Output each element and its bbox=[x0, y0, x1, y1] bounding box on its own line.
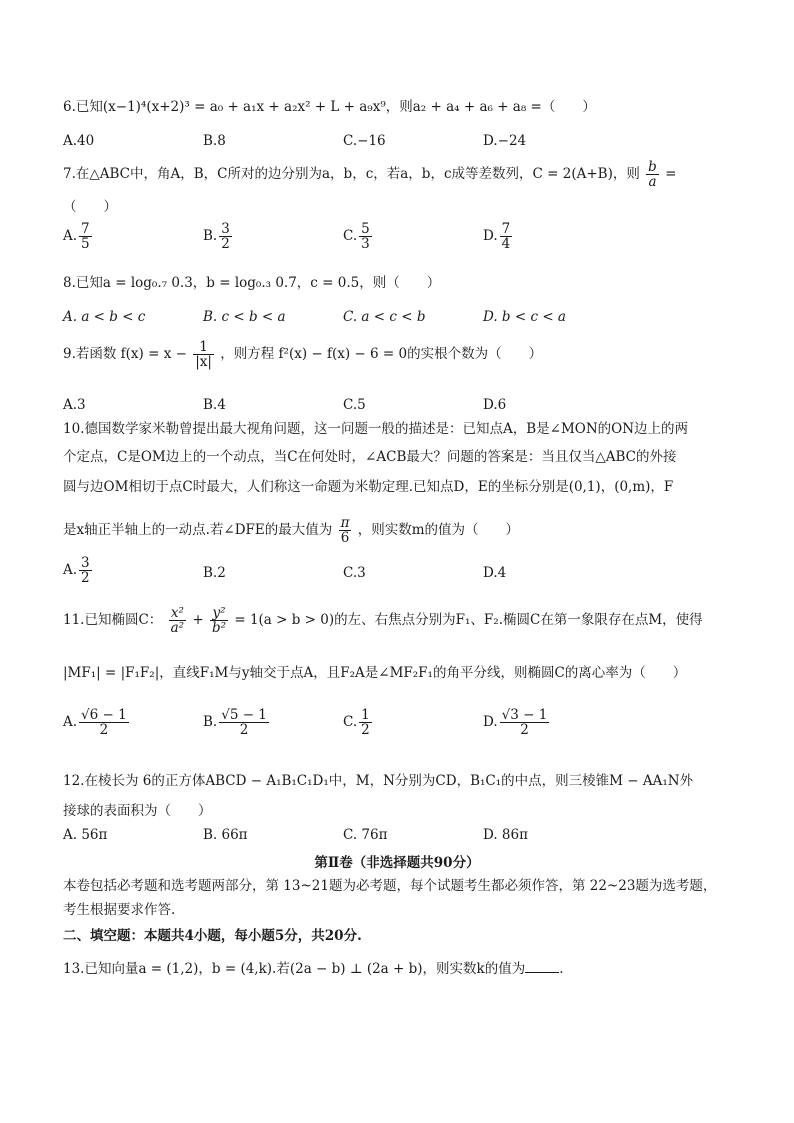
fraction-x2-over-a2: $\frac{\text{x²}}{\text{a²}}$ bbox=[170, 605, 185, 636]
question-8-stem: 8.已知a = log₀.₇ 0.3，b = log₀.₃ 0.7，c = 0.5，则（ ） bbox=[63, 275, 441, 291]
section-2-intro-line-2: 考生根据要求作答. bbox=[63, 902, 176, 918]
section-2-intro-line-1: 本卷包括必考题和选考题两部分，第 13~21题为必考题，每个试题考生都必须作答，第 22~23题为选考题， bbox=[63, 878, 717, 894]
question-10-line-2: 个定点，C是OM边上的一个动点，当C在何处时，∠ACB最大？问题的答案是：当且仅当△ABC的外接 bbox=[63, 449, 677, 465]
option-d: D. $\frac{√3 - 1}{2}$ bbox=[483, 707, 548, 738]
option-d: D. 86π bbox=[483, 827, 528, 843]
option-d: D.−24 bbox=[483, 133, 527, 149]
option-d: D.6 bbox=[483, 397, 507, 413]
question-11-text-a: 11.已知椭圆C： bbox=[63, 612, 163, 628]
option-a: A.40 bbox=[63, 133, 95, 149]
option-c: C. $\frac{5}{3}$ bbox=[343, 221, 370, 252]
equals-sign: = bbox=[665, 166, 677, 182]
question-10-line-1: 10.德国数学家米勒曾提出最大视角问题，这一问题一般的描述是：已知点A，B是∠MON的ON边上的两 bbox=[63, 421, 689, 437]
question-12-line-1: 12.在棱长为 6的正方体ABCD − A₁B₁C₁D₁中，M，N分别为CD，B₁C₁的中点，则三棱锥M − AA₁N外 bbox=[63, 773, 694, 789]
question-10-line-3: 圆与边OM相切于点C时最大，人们称这一命题为米勒定理.已知点D，E的坐标分别是(0,1)，(0,m)，F bbox=[63, 479, 674, 495]
fraction-one-over-abs-x: $\frac{1}{|x|}$ bbox=[195, 339, 212, 370]
option-c: C.−16 bbox=[343, 133, 386, 149]
option-b: B. $\frac{3}{2}$ bbox=[203, 221, 230, 252]
question-9-text-a: 9.若函数 f(x) = x − bbox=[63, 346, 187, 362]
option-c: C.5 bbox=[343, 397, 366, 413]
question-10-line-4 bbox=[63, 516, 519, 545]
question-10-text-a: 是x轴正半轴上的一动点.若∠DFE的最大值为 bbox=[63, 522, 333, 538]
question-7-stem bbox=[63, 160, 676, 189]
question-10-options bbox=[63, 556, 583, 596]
option-b: B.2 bbox=[203, 565, 226, 581]
answer-blank[interactable] bbox=[525, 960, 559, 973]
question-13-stem bbox=[63, 960, 564, 978]
fraction-b-over-a: $\frac{b}{a}$ bbox=[648, 159, 657, 190]
fill-in-section-title: 二、填空题：本题共4小题，每小题5分，共20分. bbox=[63, 928, 362, 944]
section-2-title: 第Ⅱ卷（非选择题共90分） bbox=[314, 855, 480, 871]
option-d: D. $\frac{7}{4}$ bbox=[483, 221, 511, 252]
option-a: A. a < b < c bbox=[63, 309, 146, 325]
option-c: C.3 bbox=[343, 565, 366, 581]
option-c: C. 76π bbox=[343, 827, 388, 843]
question-11-line-1 bbox=[63, 606, 703, 635]
option-a: A. $\frac{√6 - 1}{2}$ bbox=[63, 707, 127, 738]
question-11-line-2: |MF₁| = |F₁F₂|，直线F₁M与y轴交于点A，且F₂A是∠MF₂F₁的角平分线，则椭圆C的离心率为（ ） bbox=[63, 665, 687, 681]
option-b: B. 66π bbox=[203, 827, 248, 843]
question-7-text: 7.在△ABC中，角A，B，C所对的边分别为a，b，c，若a，b，c成等差数列，C = 2(A+B)，则 bbox=[63, 166, 640, 182]
option-b: B.4 bbox=[203, 397, 226, 413]
question-11-options bbox=[63, 708, 583, 748]
question-13-text: 13.已知向量a = (1,2)，b = (4,k).若(2a − b) ⊥ (2a + b)，则实数k的值为 bbox=[63, 961, 526, 977]
question-12-line-2: 接球的表面积为（ ） bbox=[63, 803, 212, 819]
option-d: D.4 bbox=[483, 565, 507, 581]
option-a: A. 56π bbox=[63, 827, 108, 843]
question-13-period: . bbox=[559, 961, 564, 977]
question-7-options bbox=[63, 222, 583, 262]
fraction-y2-over-b2: $\frac{\text{y²}}{\text{b²}}$ bbox=[211, 605, 227, 636]
question-9-stem bbox=[63, 340, 542, 369]
question-11-text-b: = 1(a > b > 0)的左、右焦点分别为F₁、F₂.椭圆C在第一象限存在点M，使得 bbox=[234, 612, 703, 628]
option-a: A. $\frac{7}{5}$ bbox=[63, 221, 90, 252]
option-a: A. $\frac{3}{2}$ bbox=[63, 555, 90, 586]
option-b: B. c < b < a bbox=[203, 309, 286, 325]
fraction-pi-over-6: $\frac{\pi}{6}$ bbox=[340, 515, 350, 546]
question-6-stem: 6.已知(x−1)⁴(x+2)³ = a₀ + a₁x + a₂x² + L + a₉x⁹，则a₂ + a₄ + a₆ + a₈ =（ ） bbox=[63, 99, 596, 115]
option-c: C. a < c < b bbox=[343, 309, 426, 325]
option-d: D. b < c < a bbox=[483, 309, 566, 325]
option-b: B. $\frac{√5 - 1}{2}$ bbox=[203, 707, 267, 738]
option-a: A.3 bbox=[63, 397, 86, 413]
question-10-text-b: ，则实数m的值为（ ） bbox=[357, 522, 520, 538]
question-9-text-b: ，则方程 f²(x) − f(x) − 6 = 0的实根个数为（ ） bbox=[220, 346, 543, 362]
option-b: B.8 bbox=[203, 133, 226, 149]
option-c: C. $\frac{1}{2}$ bbox=[343, 707, 370, 738]
question-7-continuation: （ ） bbox=[63, 199, 117, 215]
plus-sign: + bbox=[192, 612, 204, 628]
